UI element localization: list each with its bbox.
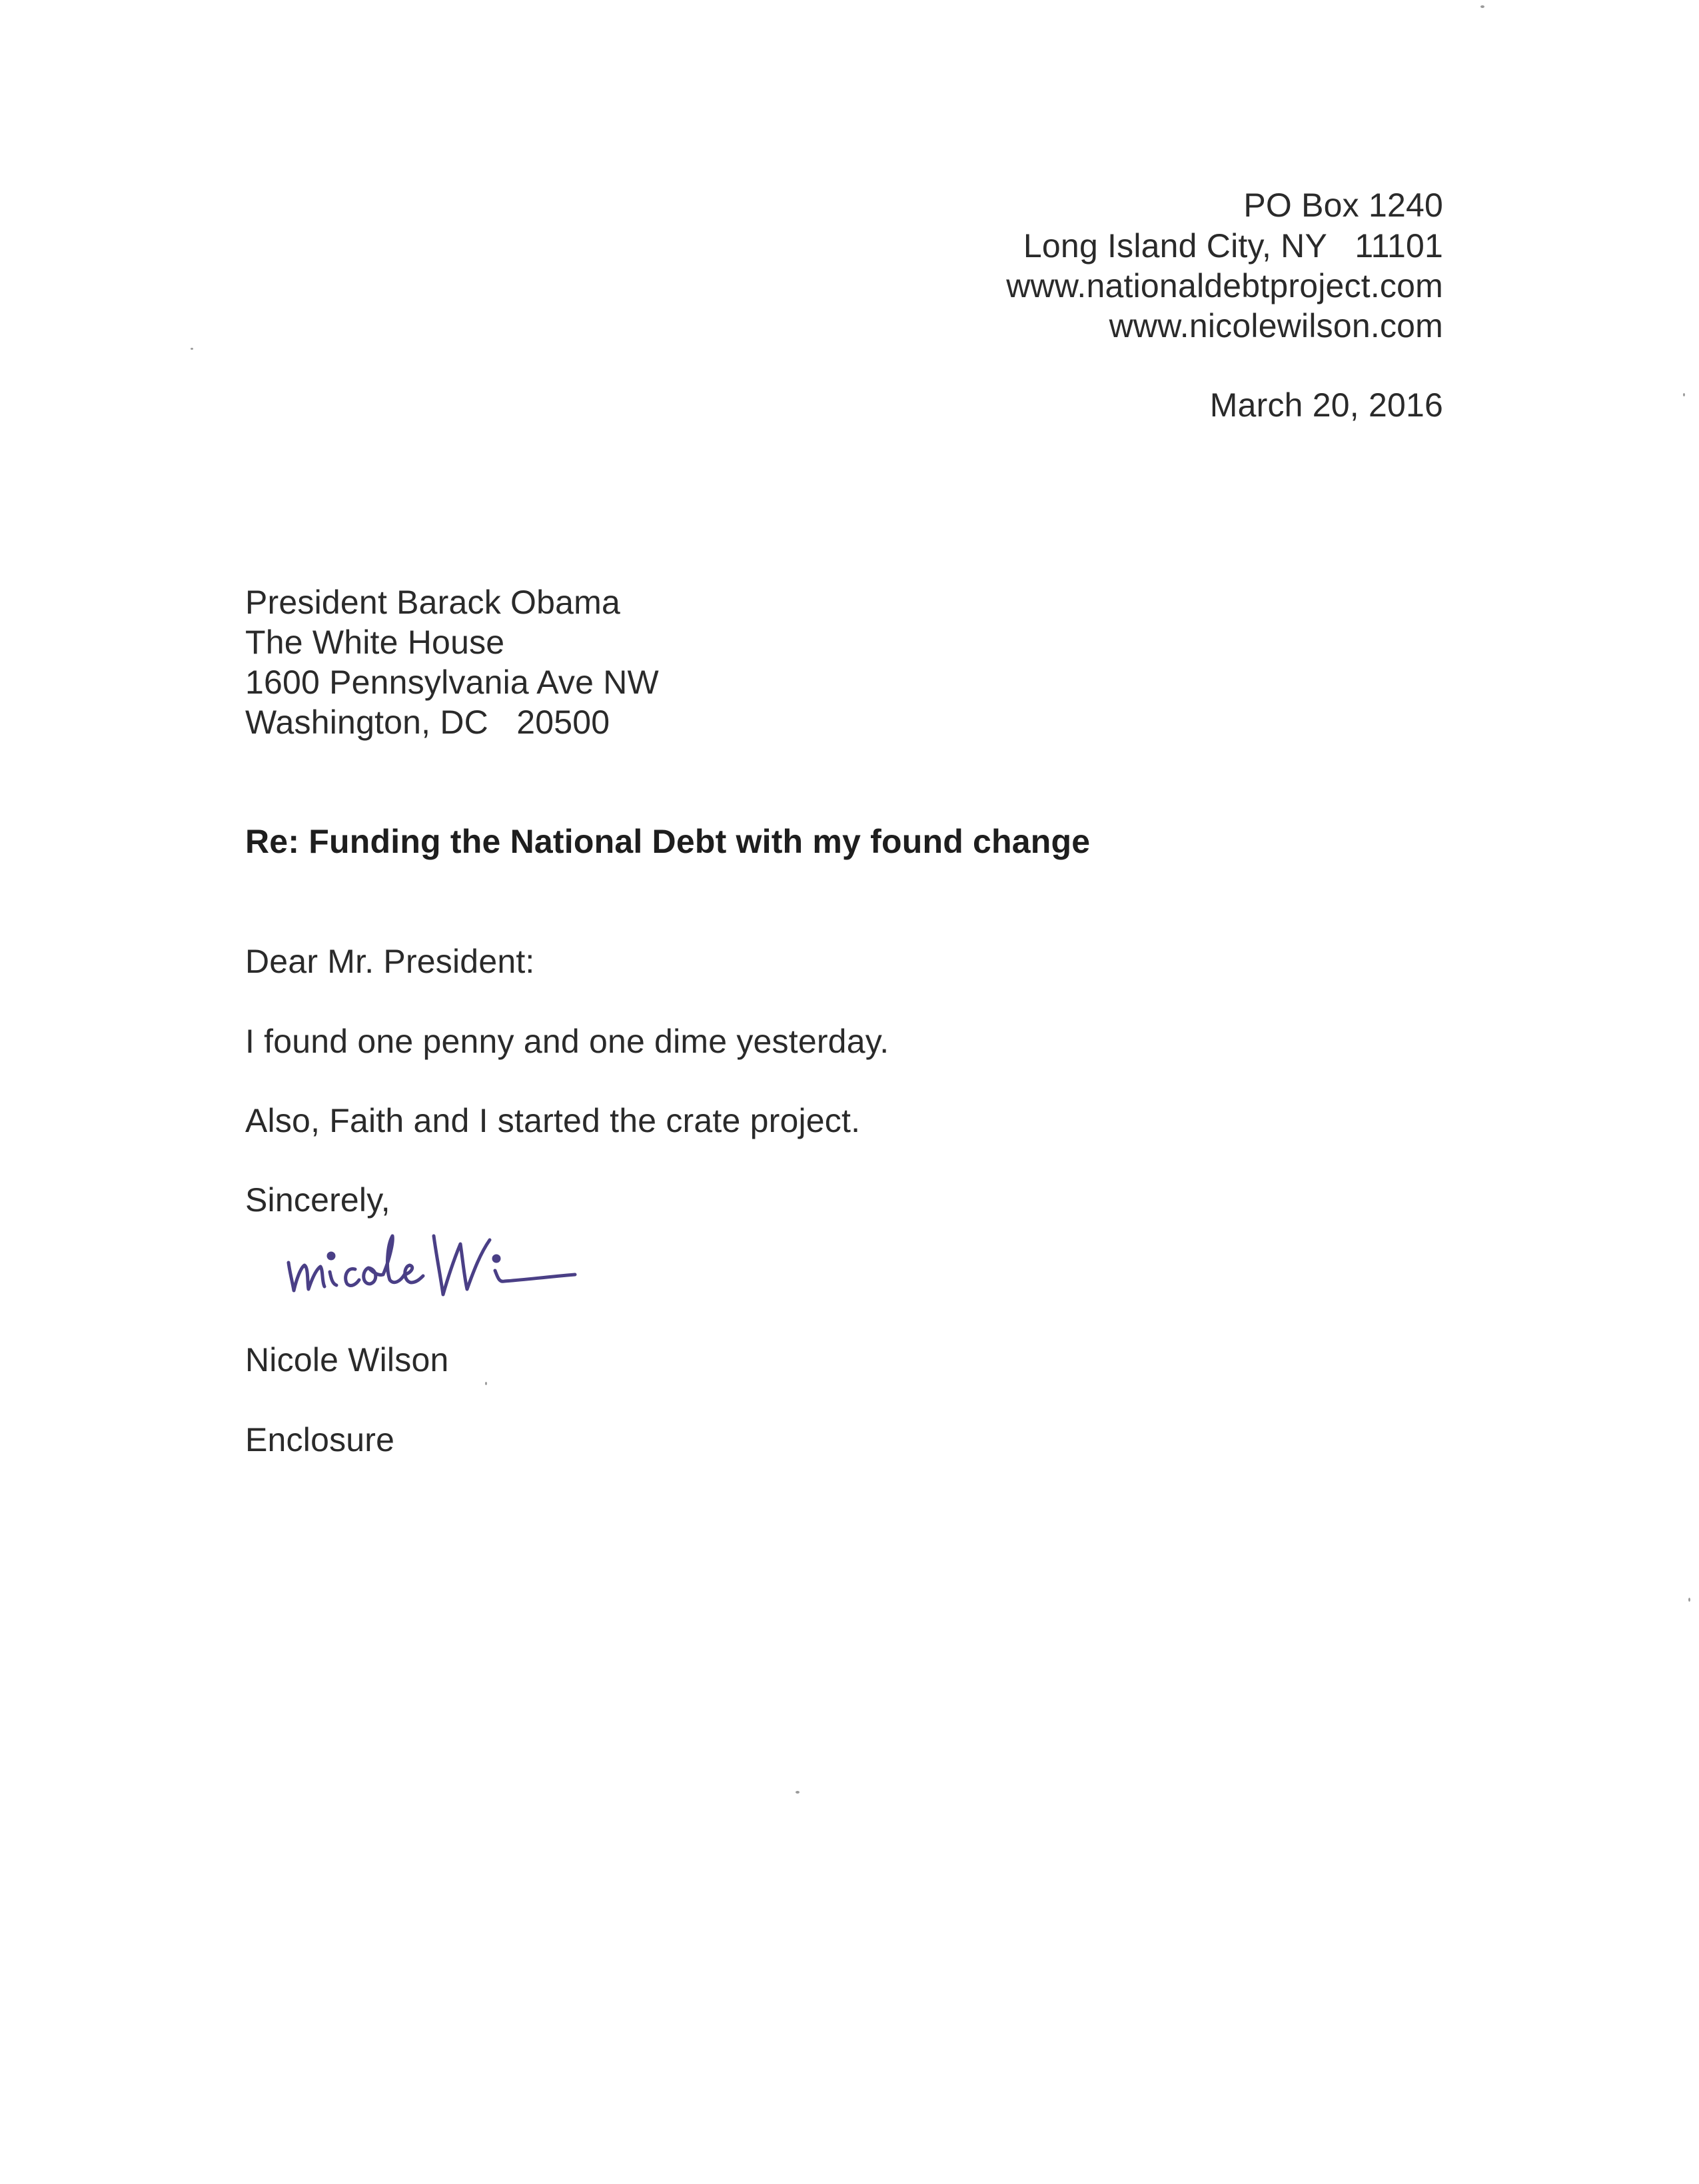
scan-speck bbox=[796, 1791, 800, 1794]
letter-date: March 20, 2016 bbox=[1209, 386, 1443, 424]
recipient-city-line: Washington, DC 20500 bbox=[245, 704, 610, 741]
scan-speck bbox=[191, 348, 193, 350]
scan-speck bbox=[1480, 5, 1484, 8]
sender-website-2: www.nicolewilson.com bbox=[1109, 307, 1443, 344]
letter-salutation: Dear Mr. President: bbox=[245, 943, 535, 980]
letter-subject: Re: Funding the National Debt with my found change bbox=[245, 823, 1091, 860]
sender-city-line: Long Island City, NY 11101 bbox=[1023, 227, 1443, 265]
recipient-org: The White House bbox=[245, 624, 505, 661]
signer-name: Nicole Wilson bbox=[245, 1341, 449, 1378]
scan-speck bbox=[485, 1382, 487, 1385]
handwritten-signature bbox=[283, 1216, 590, 1313]
scan-speck bbox=[1683, 393, 1685, 396]
body-paragraph-2: Also, Faith and I started the crate project. bbox=[245, 1102, 861, 1139]
enclosure-notation: Enclosure bbox=[245, 1421, 395, 1458]
body-paragraph-1: I found one penny and one dime yesterday. bbox=[245, 1023, 889, 1060]
letter-closing: Sincerely, bbox=[245, 1181, 390, 1219]
sender-po-box: PO Box 1240 bbox=[1243, 187, 1443, 224]
scan-speck bbox=[1688, 1598, 1690, 1602]
recipient-name: President Barack Obama bbox=[245, 584, 620, 621]
recipient-street: 1600 Pennsylvania Ave NW bbox=[245, 664, 659, 701]
sender-website-1: www.nationaldebtproject.com bbox=[1006, 267, 1443, 304]
